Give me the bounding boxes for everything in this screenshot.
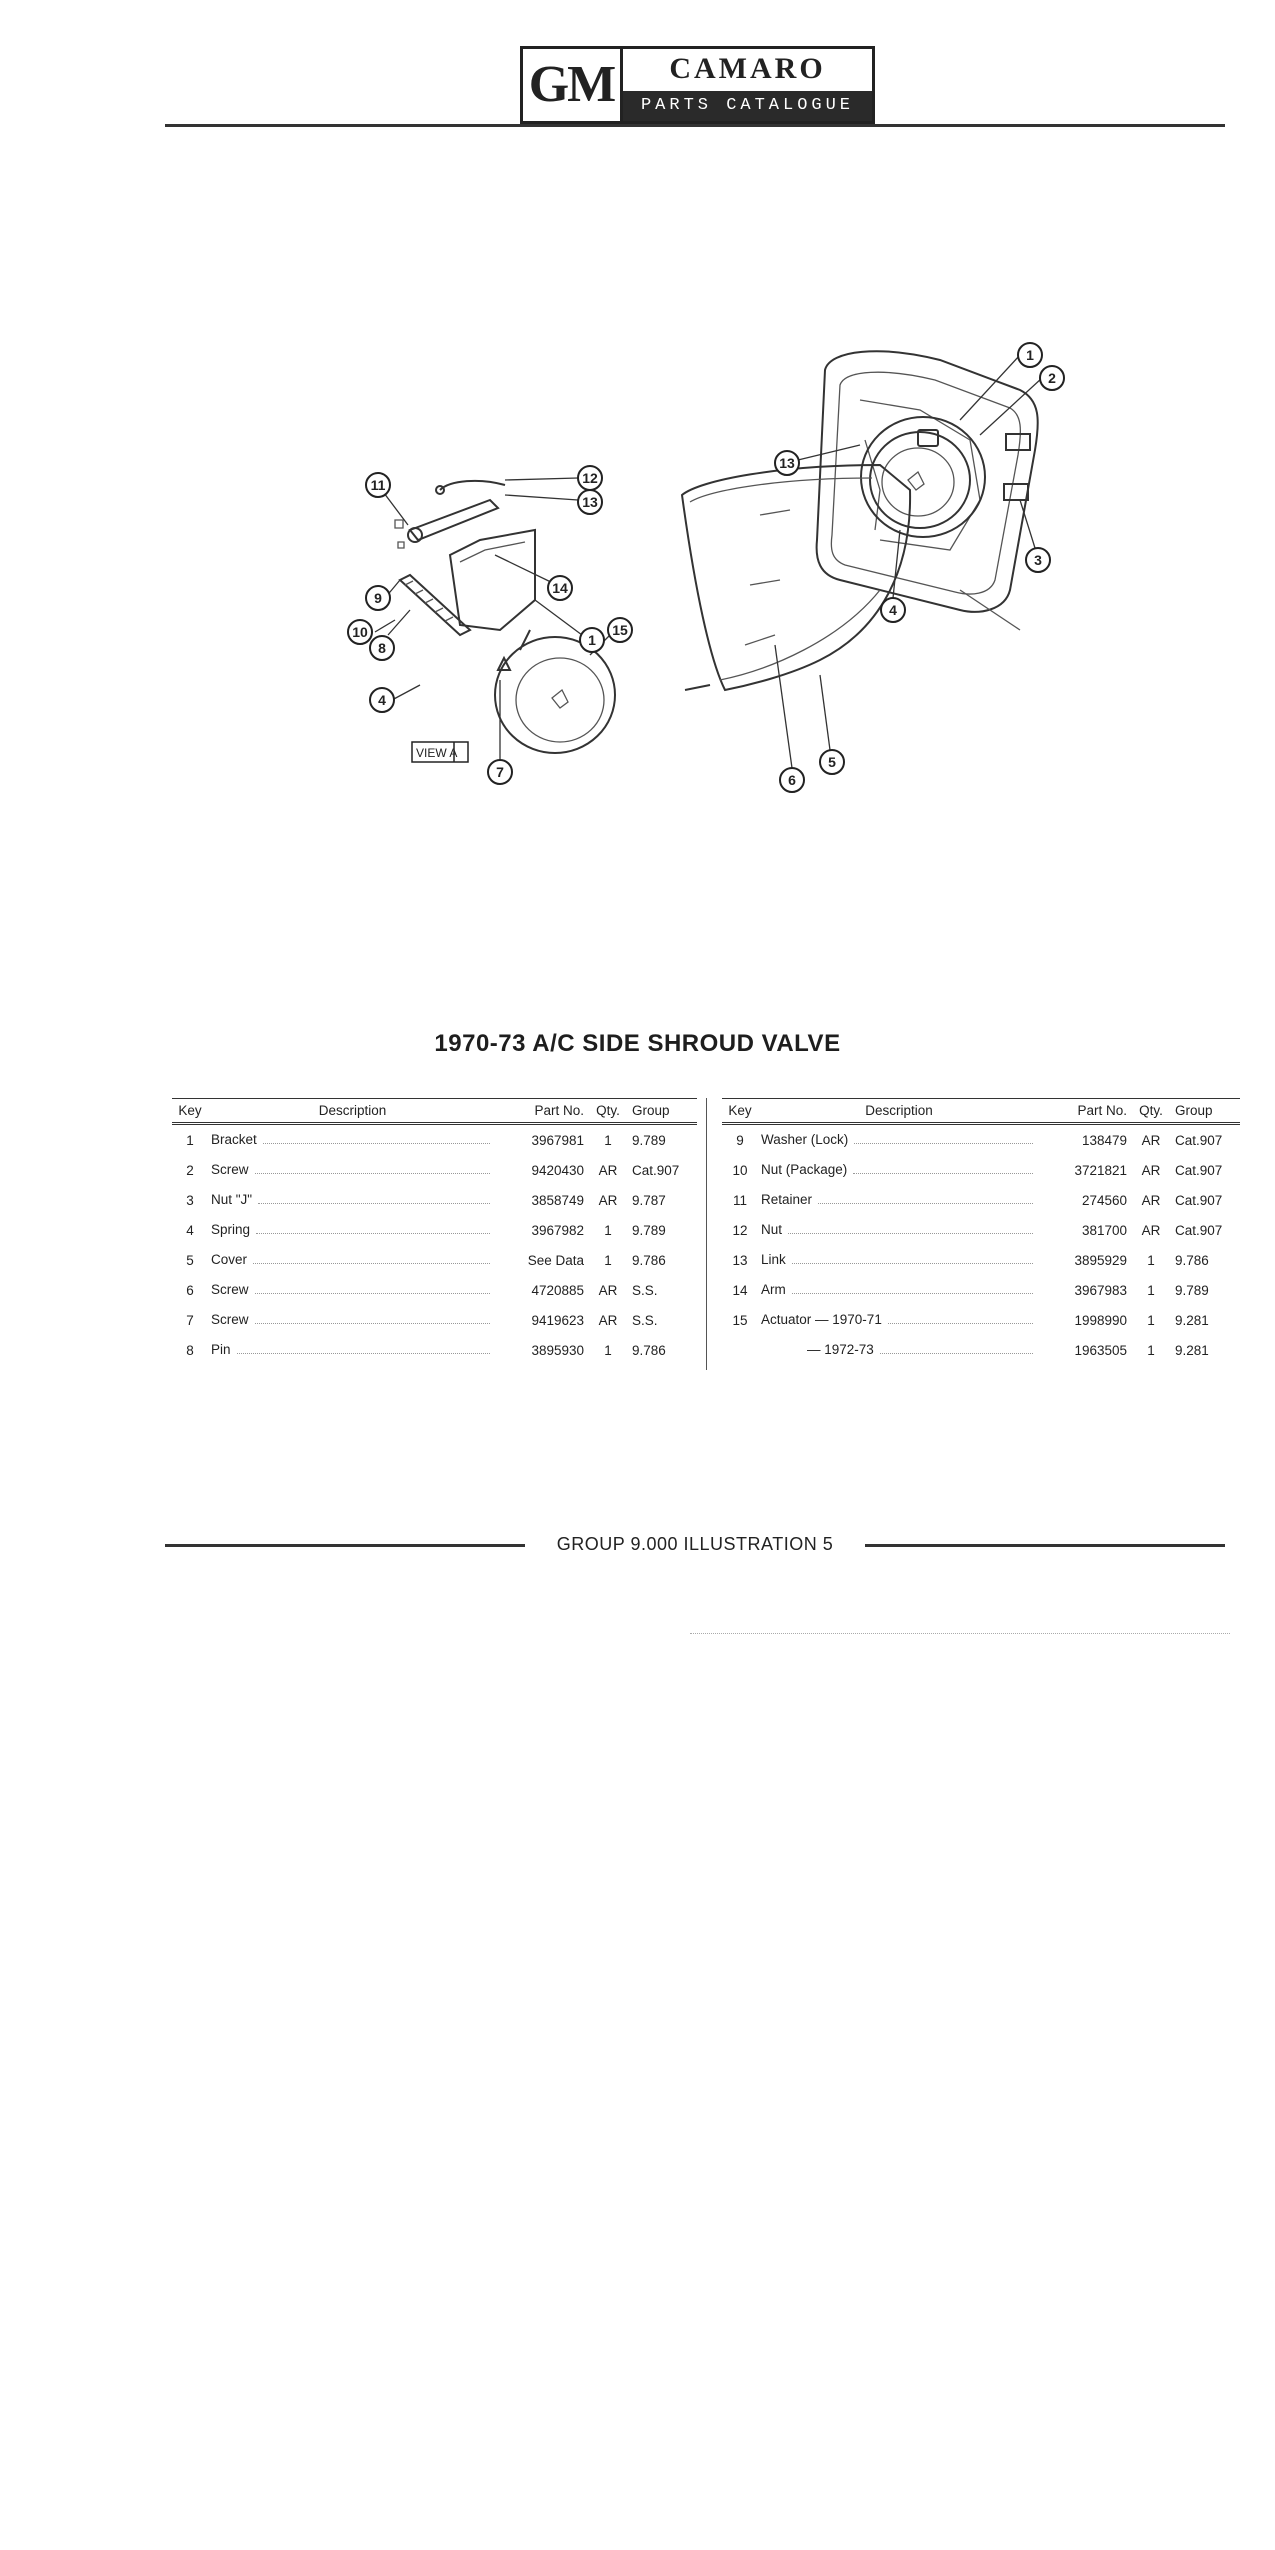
row-qty: AR	[1141, 1192, 1161, 1208]
row-group: Cat.907	[1175, 1222, 1223, 1238]
row-description: — 1972-73	[758, 1335, 1040, 1365]
row-qty: AR	[598, 1312, 618, 1328]
scan-artifact-line	[690, 1633, 1230, 1634]
header-key: Key	[172, 1099, 208, 1124]
svg-text:12: 12	[582, 470, 598, 486]
row-part-no: 3858749	[531, 1192, 584, 1208]
header-rule	[165, 124, 1225, 127]
row-group: 9.786	[632, 1252, 666, 1268]
row-description: Screw	[208, 1305, 497, 1335]
brand-subtitle: PARTS CATALOGUE	[623, 91, 872, 121]
row-key: 15	[732, 1312, 748, 1328]
svg-text:9: 9	[374, 590, 382, 606]
row-key: 8	[186, 1342, 194, 1358]
table-header-row	[722, 1099, 1240, 1124]
parts-table-right	[722, 1098, 1240, 1365]
row-qty: 1	[604, 1222, 612, 1238]
row-description: Nut (Package)	[758, 1155, 1040, 1185]
row-description: Arm	[758, 1275, 1040, 1305]
view-a-label	[412, 742, 468, 762]
svg-text:10: 10	[352, 624, 368, 640]
row-key: 10	[732, 1162, 748, 1178]
header-qty: Qty.	[587, 1099, 629, 1124]
row-group: Cat.907	[632, 1162, 680, 1178]
callout-7	[488, 760, 512, 784]
row-qty: 1	[1147, 1282, 1155, 1298]
row-description: Cover	[208, 1245, 497, 1275]
callout-13-left	[578, 490, 602, 514]
row-qty: 1	[1147, 1252, 1155, 1268]
row-key: 5	[186, 1252, 194, 1268]
brand-name: CAMARO	[669, 52, 826, 85]
row-key: 12	[732, 1222, 748, 1238]
parts-drawing	[320, 330, 1110, 800]
row-part-no: 3895930	[531, 1342, 584, 1358]
callout-9	[366, 586, 390, 610]
row-key: 9	[736, 1132, 744, 1148]
header-part-no: Part No.	[1040, 1099, 1130, 1124]
row-group: 9.786	[632, 1342, 666, 1358]
table-row	[722, 1215, 1240, 1245]
table-row	[172, 1124, 697, 1156]
table-row	[722, 1185, 1240, 1215]
row-key: 3	[186, 1192, 194, 1208]
row-qty: 1	[1147, 1312, 1155, 1328]
callout-5	[820, 750, 844, 774]
row-key: 2	[186, 1162, 194, 1178]
catalogue-logo	[520, 46, 875, 124]
row-key	[722, 1335, 758, 1365]
callout-4-right	[881, 598, 905, 622]
svg-text:13: 13	[582, 494, 598, 510]
row-qty: AR	[1141, 1162, 1161, 1178]
svg-text:7: 7	[496, 764, 504, 780]
table-header-row	[172, 1099, 697, 1124]
row-qty: 1	[604, 1132, 612, 1148]
table-row	[722, 1124, 1240, 1156]
table-row	[722, 1275, 1240, 1305]
svg-text:14: 14	[552, 580, 568, 596]
row-key: 1	[186, 1132, 194, 1148]
row-part-no: 138479	[1081, 1132, 1127, 1148]
svg-text:11: 11	[370, 477, 386, 493]
row-group: 9.789	[632, 1132, 666, 1148]
table-row	[172, 1215, 697, 1245]
row-qty: 1	[604, 1252, 612, 1268]
svg-text:13: 13	[779, 455, 795, 471]
row-group: Cat.907	[1175, 1162, 1223, 1178]
row-group: 9.786	[1175, 1252, 1209, 1268]
header-part-no: Part No.	[497, 1099, 587, 1124]
callout-leaders	[375, 355, 1042, 768]
callout-13-right	[775, 451, 799, 475]
table-row	[172, 1185, 697, 1215]
svg-text:15: 15	[612, 622, 628, 638]
catalogue-header	[165, 40, 1225, 140]
row-key: 14	[732, 1282, 748, 1298]
table-row	[172, 1335, 697, 1365]
row-group: 9.281	[1175, 1312, 1209, 1328]
row-part-no: 3895929	[1074, 1252, 1127, 1268]
row-description: Link	[758, 1245, 1040, 1275]
row-description: Retainer	[758, 1185, 1040, 1215]
table-row	[172, 1245, 697, 1275]
callout-10	[348, 620, 372, 644]
row-group: Cat.907	[1175, 1192, 1223, 1208]
table-row	[172, 1305, 697, 1335]
j-nut-clips-drawing	[1004, 434, 1030, 500]
callout-3	[1026, 548, 1050, 572]
parts-table-left	[172, 1098, 697, 1365]
header-qty: Qty.	[1130, 1099, 1172, 1124]
row-part-no: 4720885	[531, 1282, 584, 1298]
callout-6	[780, 768, 804, 792]
view-a-assembly-drawing	[395, 481, 615, 753]
exploded-parts-illustration	[320, 330, 1110, 800]
table-row	[722, 1335, 1240, 1365]
row-part-no: 274560	[1081, 1192, 1127, 1208]
header-description: Description	[758, 1099, 1040, 1124]
row-description: Actuator — 1970-71	[758, 1305, 1040, 1335]
table-row	[172, 1275, 697, 1305]
gm-logo-mark: GM	[523, 49, 623, 121]
cover-drawing	[682, 465, 910, 690]
row-key: 7	[186, 1312, 194, 1328]
row-qty: AR	[598, 1192, 618, 1208]
footer-rule-left	[165, 1544, 525, 1547]
row-part-no: 9419623	[531, 1312, 584, 1328]
callout-2	[1040, 366, 1064, 390]
callout-4-left	[370, 688, 394, 712]
row-description: Spring	[208, 1215, 497, 1245]
footer-group-label: GROUP 9.000 ILLUSTRATION 5	[556, 1534, 834, 1554]
row-qty: 1	[1147, 1342, 1155, 1358]
row-qty: AR	[1141, 1222, 1161, 1238]
callout-8	[370, 636, 394, 660]
row-description: Nut "J"	[208, 1185, 497, 1215]
row-description: Pin	[208, 1335, 497, 1365]
row-qty: AR	[598, 1162, 618, 1178]
callout-15	[608, 618, 632, 642]
header-group: Group	[1172, 1099, 1240, 1124]
row-description: Washer (Lock)	[758, 1124, 1040, 1156]
row-part-no: 3721821	[1074, 1162, 1127, 1178]
table-row	[722, 1155, 1240, 1185]
svg-text:3: 3	[1034, 552, 1042, 568]
table-row	[172, 1155, 697, 1185]
row-description: Screw	[208, 1155, 497, 1185]
callout-11	[366, 473, 390, 497]
svg-text:5: 5	[828, 754, 836, 770]
svg-text:6: 6	[788, 772, 796, 788]
table-row	[722, 1305, 1240, 1335]
row-group: S.S.	[632, 1282, 658, 1298]
row-key: 11	[732, 1192, 747, 1208]
row-group: 9.789	[1175, 1282, 1209, 1298]
row-key: 4	[186, 1222, 194, 1238]
row-description: Bracket	[208, 1124, 497, 1156]
row-part-no: 1998990	[1074, 1312, 1127, 1328]
footer-rule-right	[865, 1544, 1225, 1547]
callout-1-left	[580, 628, 604, 652]
row-part-no: 1963505	[1074, 1342, 1127, 1358]
header-key: Key	[722, 1099, 758, 1124]
row-group: S.S.	[632, 1312, 658, 1328]
svg-text:8: 8	[378, 640, 386, 656]
row-qty: AR	[598, 1282, 618, 1298]
actuator-drawing-right	[861, 417, 985, 537]
header-group: Group	[629, 1099, 697, 1124]
row-qty: 1	[604, 1342, 612, 1358]
row-group: 9.281	[1175, 1342, 1209, 1358]
callout-1	[1018, 343, 1042, 367]
row-qty: AR	[1141, 1132, 1161, 1148]
row-part-no: 3967981	[531, 1132, 584, 1148]
row-group: 9.789	[632, 1222, 666, 1238]
callout-12	[578, 466, 602, 490]
table-row	[722, 1245, 1240, 1275]
svg-text:1: 1	[1026, 347, 1034, 363]
row-description: Screw	[208, 1275, 497, 1305]
svg-text:4: 4	[378, 692, 386, 708]
row-key: 13	[732, 1252, 748, 1268]
page-footer	[165, 1530, 1225, 1560]
row-part-no: 381700	[1081, 1222, 1127, 1238]
callout-14	[548, 576, 572, 600]
svg-text:2: 2	[1048, 370, 1056, 386]
header-description: Description	[208, 1099, 497, 1124]
row-part-no: 3967982	[531, 1222, 584, 1238]
row-part-no: 9420430	[531, 1162, 584, 1178]
row-part-no: See Data	[527, 1252, 584, 1268]
row-part-no: 3967983	[1074, 1282, 1127, 1298]
svg-text:1: 1	[588, 632, 596, 648]
row-description: Nut	[758, 1215, 1040, 1245]
row-key: 6	[186, 1282, 194, 1298]
svg-text:4: 4	[889, 602, 897, 618]
row-group: 9.787	[632, 1192, 666, 1208]
section-title: 1970-73 A/C SIDE SHROUD VALVE	[434, 1030, 841, 1057]
table-divider	[706, 1098, 707, 1370]
row-group: Cat.907	[1175, 1132, 1223, 1148]
svg-text:VIEW A: VIEW A	[416, 746, 458, 760]
